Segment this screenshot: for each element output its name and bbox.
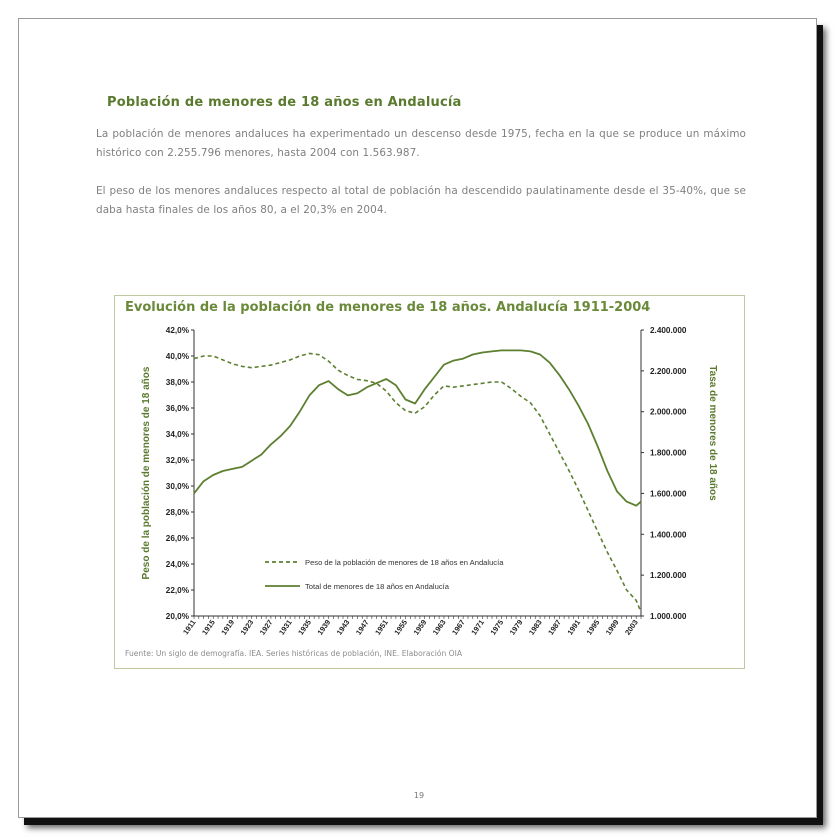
right-tick-label: 2.000.000 <box>650 407 687 417</box>
x-tick-label: 1983 <box>526 617 544 637</box>
left-tick-label: 42,0% <box>165 326 189 335</box>
x-tick-label: 1987 <box>546 617 563 637</box>
left-tick-label: 22,0% <box>165 586 189 595</box>
legend-label: Total de menores de 18 años en Andalucía <box>305 582 449 591</box>
x-tick-label: 1963 <box>430 617 448 637</box>
right-tick-label: 1.400.000 <box>650 530 687 540</box>
x-tick-label: 1967 <box>449 617 467 637</box>
left-tick-label: 34,0% <box>165 430 189 439</box>
x-tick-label: 1959 <box>411 617 429 637</box>
x-tick-label: 1927 <box>257 617 275 637</box>
x-tick-label: 1975 <box>488 617 506 637</box>
left-tick-label: 20,0% <box>165 612 189 621</box>
left-tick-label: 32,0% <box>165 456 189 465</box>
left-tick-label: 24,0% <box>165 560 189 569</box>
x-tick-label: 1971 <box>469 617 487 637</box>
page-number: 19 <box>413 791 425 800</box>
right-tick-label: 1.000.000 <box>650 612 687 621</box>
x-tick-label: 1919 <box>219 617 237 637</box>
right-tick-label: 2.400.000 <box>650 326 687 335</box>
x-tick-label: 1979 <box>507 617 525 637</box>
x-tick-label: 1939 <box>315 617 333 637</box>
x-tick-label: 1915 <box>200 617 217 637</box>
x-tick-label: 1911 <box>181 617 198 637</box>
x-tick-label: 2003 <box>623 617 640 637</box>
x-tick-label: 1947 <box>353 617 371 637</box>
x-tick-label: 1923 <box>238 617 256 637</box>
left-tick-label: 40,0% <box>165 352 189 361</box>
left-tick-label: 28,0% <box>165 508 189 517</box>
series-line-peso <box>194 353 641 612</box>
right-tick-label: 1.600.000 <box>650 489 687 499</box>
right-axis-title: Tasa de menores de 18 años <box>707 365 718 501</box>
paragraph-1: La población de menores andaluces ha experimentado un descenso desde 1975, fecha en la que se produce un máximo histórico con 2.255.796 menores, hasta 2004 con 1.563.987. <box>96 128 746 159</box>
x-tick-label: 1995 <box>584 617 602 637</box>
right-tick-label: 1.800.000 <box>650 448 687 458</box>
right-tick-label: 2.200.000 <box>650 366 687 376</box>
left-tick-label: 36,0% <box>165 404 189 413</box>
left-tick-label: 30,0% <box>165 482 189 491</box>
chart-series <box>194 350 641 612</box>
left-tick-label: 26,0% <box>165 534 189 543</box>
x-tick-label: 1951 <box>373 617 390 637</box>
source-note: Fuente: Un siglo de demografía. IEA. Series históricas de población, INE. Elaboración OIA <box>125 649 463 658</box>
chart-title: Evolución de la población de menores de 18 años. Andalucía 1911-2004 <box>125 300 651 315</box>
paragraph-2: El peso de los menores andaluces respecto al total de población ha descendido paulatinamente desde el 35-40%, que se daba hasta finales de los años 80, a el 20,3% en 2004. <box>96 185 746 216</box>
x-tick-label: 1943 <box>334 617 352 637</box>
x-tick-label: 1991 <box>565 617 583 637</box>
left-axis-title: Peso de la población de menores de 18 años <box>141 366 152 580</box>
x-tick-label: 1935 <box>296 617 313 637</box>
chart-legend <box>265 558 504 591</box>
legend-label: Peso de la población de menores de 18 años en Andalucía <box>305 558 504 567</box>
x-tick-label: 1999 <box>603 617 621 637</box>
left-tick-label: 38,0% <box>165 378 189 387</box>
section-heading: Población de menores de 18 años en Andalucía <box>107 95 462 110</box>
x-tick-label: 1931 <box>276 617 294 637</box>
right-tick-label: 1.200.000 <box>650 571 687 581</box>
x-tick-label: 1955 <box>392 617 410 637</box>
